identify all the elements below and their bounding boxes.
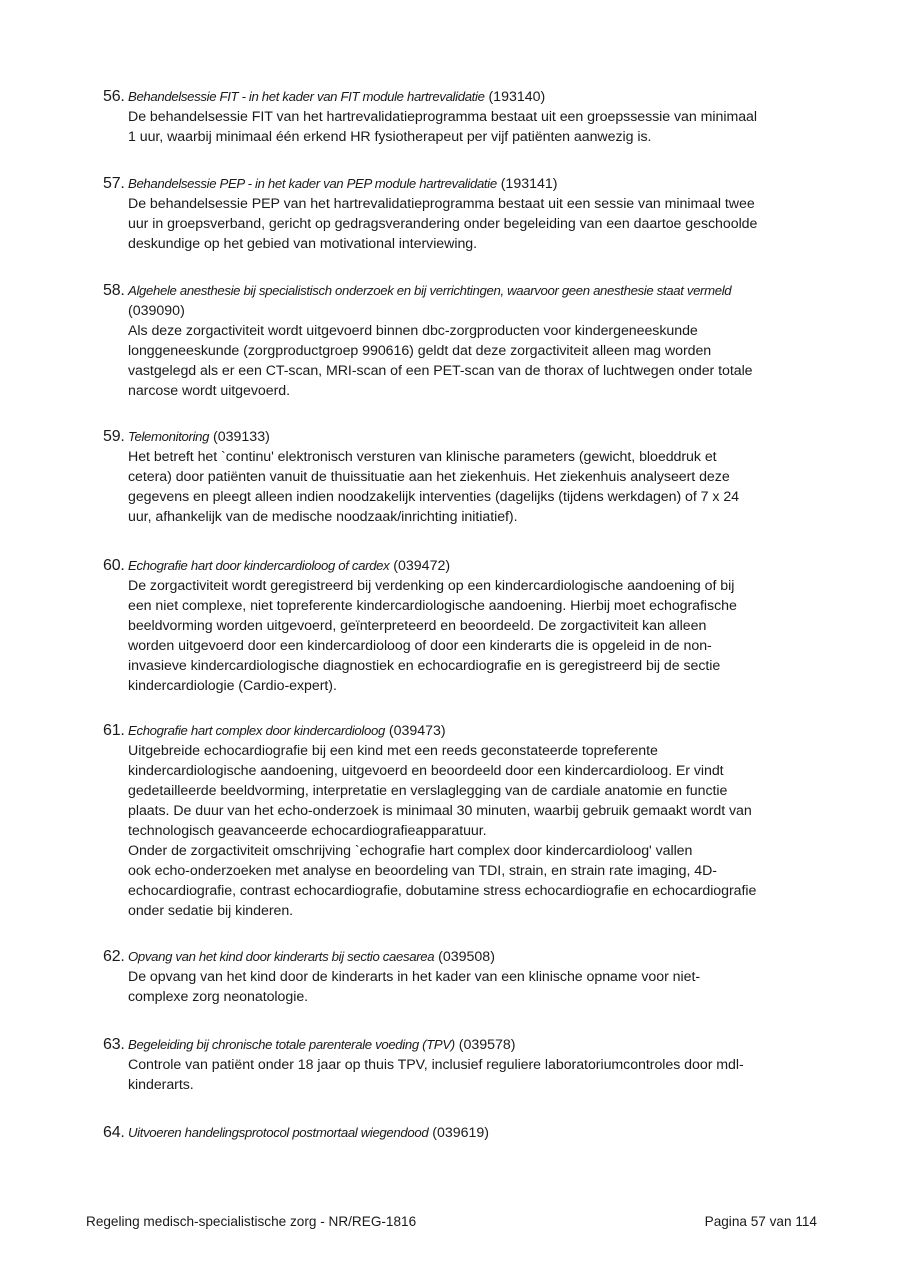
item-heading [103,555,823,576]
body-line: longgeneeskunde (zorgproductgroep 990616) geldt dat deze zorgactiviteit alleen mag worden [128,343,712,359]
footer-document-title: Regeling medisch-specialistische zorg - NR/REG-1816 [86,1214,417,1229]
list-item-63 [103,1034,823,1095]
body-line: technologisch geavanceerde echocardiografieapparatuur. [128,823,487,839]
item-code: (039472) [393,558,451,574]
item-number: 59. [103,428,125,445]
item-body [128,194,823,254]
body-line: kindercardiologische aandoening, uitgevoerd en beoordeeld door een kindercardioloog. Er vindt [128,763,724,779]
item-code: (193141) [500,176,558,192]
body-line: plaats. De duur van het echo-onderzoek is minimaal 30 minuten, waarbij gebruik gemaakt wordt van [128,803,752,819]
body-line: Het betreft het `continu' elektronisch versturen van klinische parameters (gewicht, bloeddruk et [128,449,717,465]
item-code: (039578) [458,1037,516,1053]
list-item-57 [103,173,823,254]
body-line: gedetailleerde beeldvorming, interpretatie en verslaglegging van de cardiale anatomie en functie [128,783,728,799]
item-code: (039508) [438,949,495,965]
item-number: 57. [103,175,125,192]
item-title: Echografie hart door kindercardioloog of cardex [128,558,390,573]
item-number: 62. [103,948,125,965]
item-title: Behandelsessie PEP - in het kader van PEP module hartrevalidatie [128,176,497,191]
item-title: Algehele anesthesie bij specialistisch onderzoek en bij verrichtingen, waarvoor geen anesthesie staat vermeld [128,283,732,298]
list-item-59 [103,426,823,527]
body-line: uur in groepsverband, gericht op gedragsverandering onder begeleiding van een daartoe geschoolde [128,216,758,232]
item-heading [103,280,823,301]
item-body [128,1055,823,1095]
list-item-62 [103,946,823,1007]
item-heading [103,946,823,967]
list-item-58 [103,280,823,401]
item-title: Uitvoeren handelingsprotocol postmortaal wiegendood [128,1125,429,1140]
body-line: gegevens en pleegt alleen indien noodzakelijk interventies (dagelijks (tijdens werkdagen) of 7 x 24 [128,489,740,505]
body-line: kinderarts. [128,1077,194,1093]
body-line: Uitgebreide echocardiografie bij een kind met een reeds geconstateerde topreferente [128,743,658,759]
item-heading [103,720,823,741]
body-line: kindercardiologie (Cardio-expert). [128,678,337,694]
item-body [128,447,823,527]
item-body [128,967,823,1007]
body-line: echocardiografie, contrast echocardiografie, dobutamine stress echocardiografie en echocardiografie [128,883,757,899]
body-line: Controle van patiënt onder 18 jaar op thuis TPV, inclusief reguliere laboratoriumcontroles door mdl- [128,1057,744,1073]
item-heading [103,1034,823,1055]
item-title: Behandelsessie FIT - in het kader van FIT module hartrevalidatie [128,89,485,104]
body-line: De zorgactiviteit wordt geregistreerd bij verdenking op een kindercardiologische aandoening of bij [128,578,735,594]
list-item-61 [103,720,823,921]
body-line: invasieve kindercardiologische diagnostiek en echocardiografie en is geregistreerd bij de sectie [128,658,721,674]
item-body [128,321,823,401]
item-title: Telemonitoring [128,429,210,444]
item-number: 56. [103,88,125,105]
item-body [128,576,823,696]
item-heading [103,86,823,107]
footer-page-number: Pagina 57 van 114 [704,1214,817,1229]
item-code: (039090) [128,303,185,319]
item-code: (039133) [213,429,270,445]
body-line: Onder de zorgactiviteit omschrijving `echografie hart complex door kindercardioloog' vallen [128,843,693,859]
item-number: 60. [103,557,125,574]
body-line: De opvang van het kind door de kinderarts in het kader van een klinische opname voor niet- [128,969,701,985]
body-line: 1 uur, waarbij minimaal één erkend HR fysiotherapeut per vijf patiënten aanwezig is. [128,129,652,145]
body-line: vastgelegd als er een CT-scan, MRI-scan of een PET-scan van de thorax of luchtwegen onder totale [128,363,753,379]
item-body [128,741,823,921]
body-line: narcose wordt uitgevoerd. [128,383,290,399]
body-line: cetera) door patiënten vanuit de thuissituatie aan het ziekenhuis. Het ziekenhuis analyseert deze [128,469,730,485]
body-line: worden uitgevoerd door een kindercardioloog of door een kinderarts die is opgeleid in de non- [128,638,712,654]
item-number: 63. [103,1036,125,1053]
body-line: De behandelsessie FIT van het hartrevalidatieprogramma bestaat uit een groepssessie van minimaal [128,109,757,125]
body-line: ook echo-onderzoeken met analyse en beoordeling van TDI, strain, en strain rate imaging, 4D- [128,863,717,879]
item-number: 64. [103,1124,125,1141]
body-line: onder sedatie bij kinderen. [128,903,294,919]
item-body [128,107,823,147]
item-title: Begeleiding bij chronische totale parenterale voeding (TPV) [128,1037,455,1052]
list-item-64 [103,1122,823,1143]
body-line: beeldvorming worden uitgevoerd, geïnterpreteerd en beoordeeld. De zorgactiviteit kan alleen [128,618,707,634]
body-line: Als deze zorgactiviteit wordt uitgevoerd binnen dbc-zorgproducten voor kindergeneeskunde [128,323,698,339]
item-title: Opvang van het kind door kinderarts bij sectio caesarea [128,949,435,964]
item-number: 58. [103,282,125,299]
item-heading [103,426,823,447]
body-line: een niet complexe, niet topreferente kindercardiologische aandoening. Hierbij moet echografische [128,598,737,614]
body-line: uur, afhankelijk van de medische noodzaak/inrichting initiatief). [128,509,518,525]
item-heading [103,1122,823,1143]
item-title: Echografie hart complex door kindercardioloog [128,723,385,738]
item-heading [103,173,823,194]
body-line: deskundige op het gebied van motivational interviewing. [128,236,478,252]
list-item-60 [103,555,823,696]
item-code: (193140) [488,89,546,105]
list-item-56 [103,86,823,147]
item-number: 61. [103,722,125,739]
body-line: De behandelsessie PEP van het hartrevalidatieprogramma bestaat uit een sessie van minimaal twee [128,196,755,212]
item-code: (039619) [432,1125,490,1141]
item-code: (039473) [388,723,446,739]
body-line: complexe zorg neonatologie. [128,989,309,1005]
